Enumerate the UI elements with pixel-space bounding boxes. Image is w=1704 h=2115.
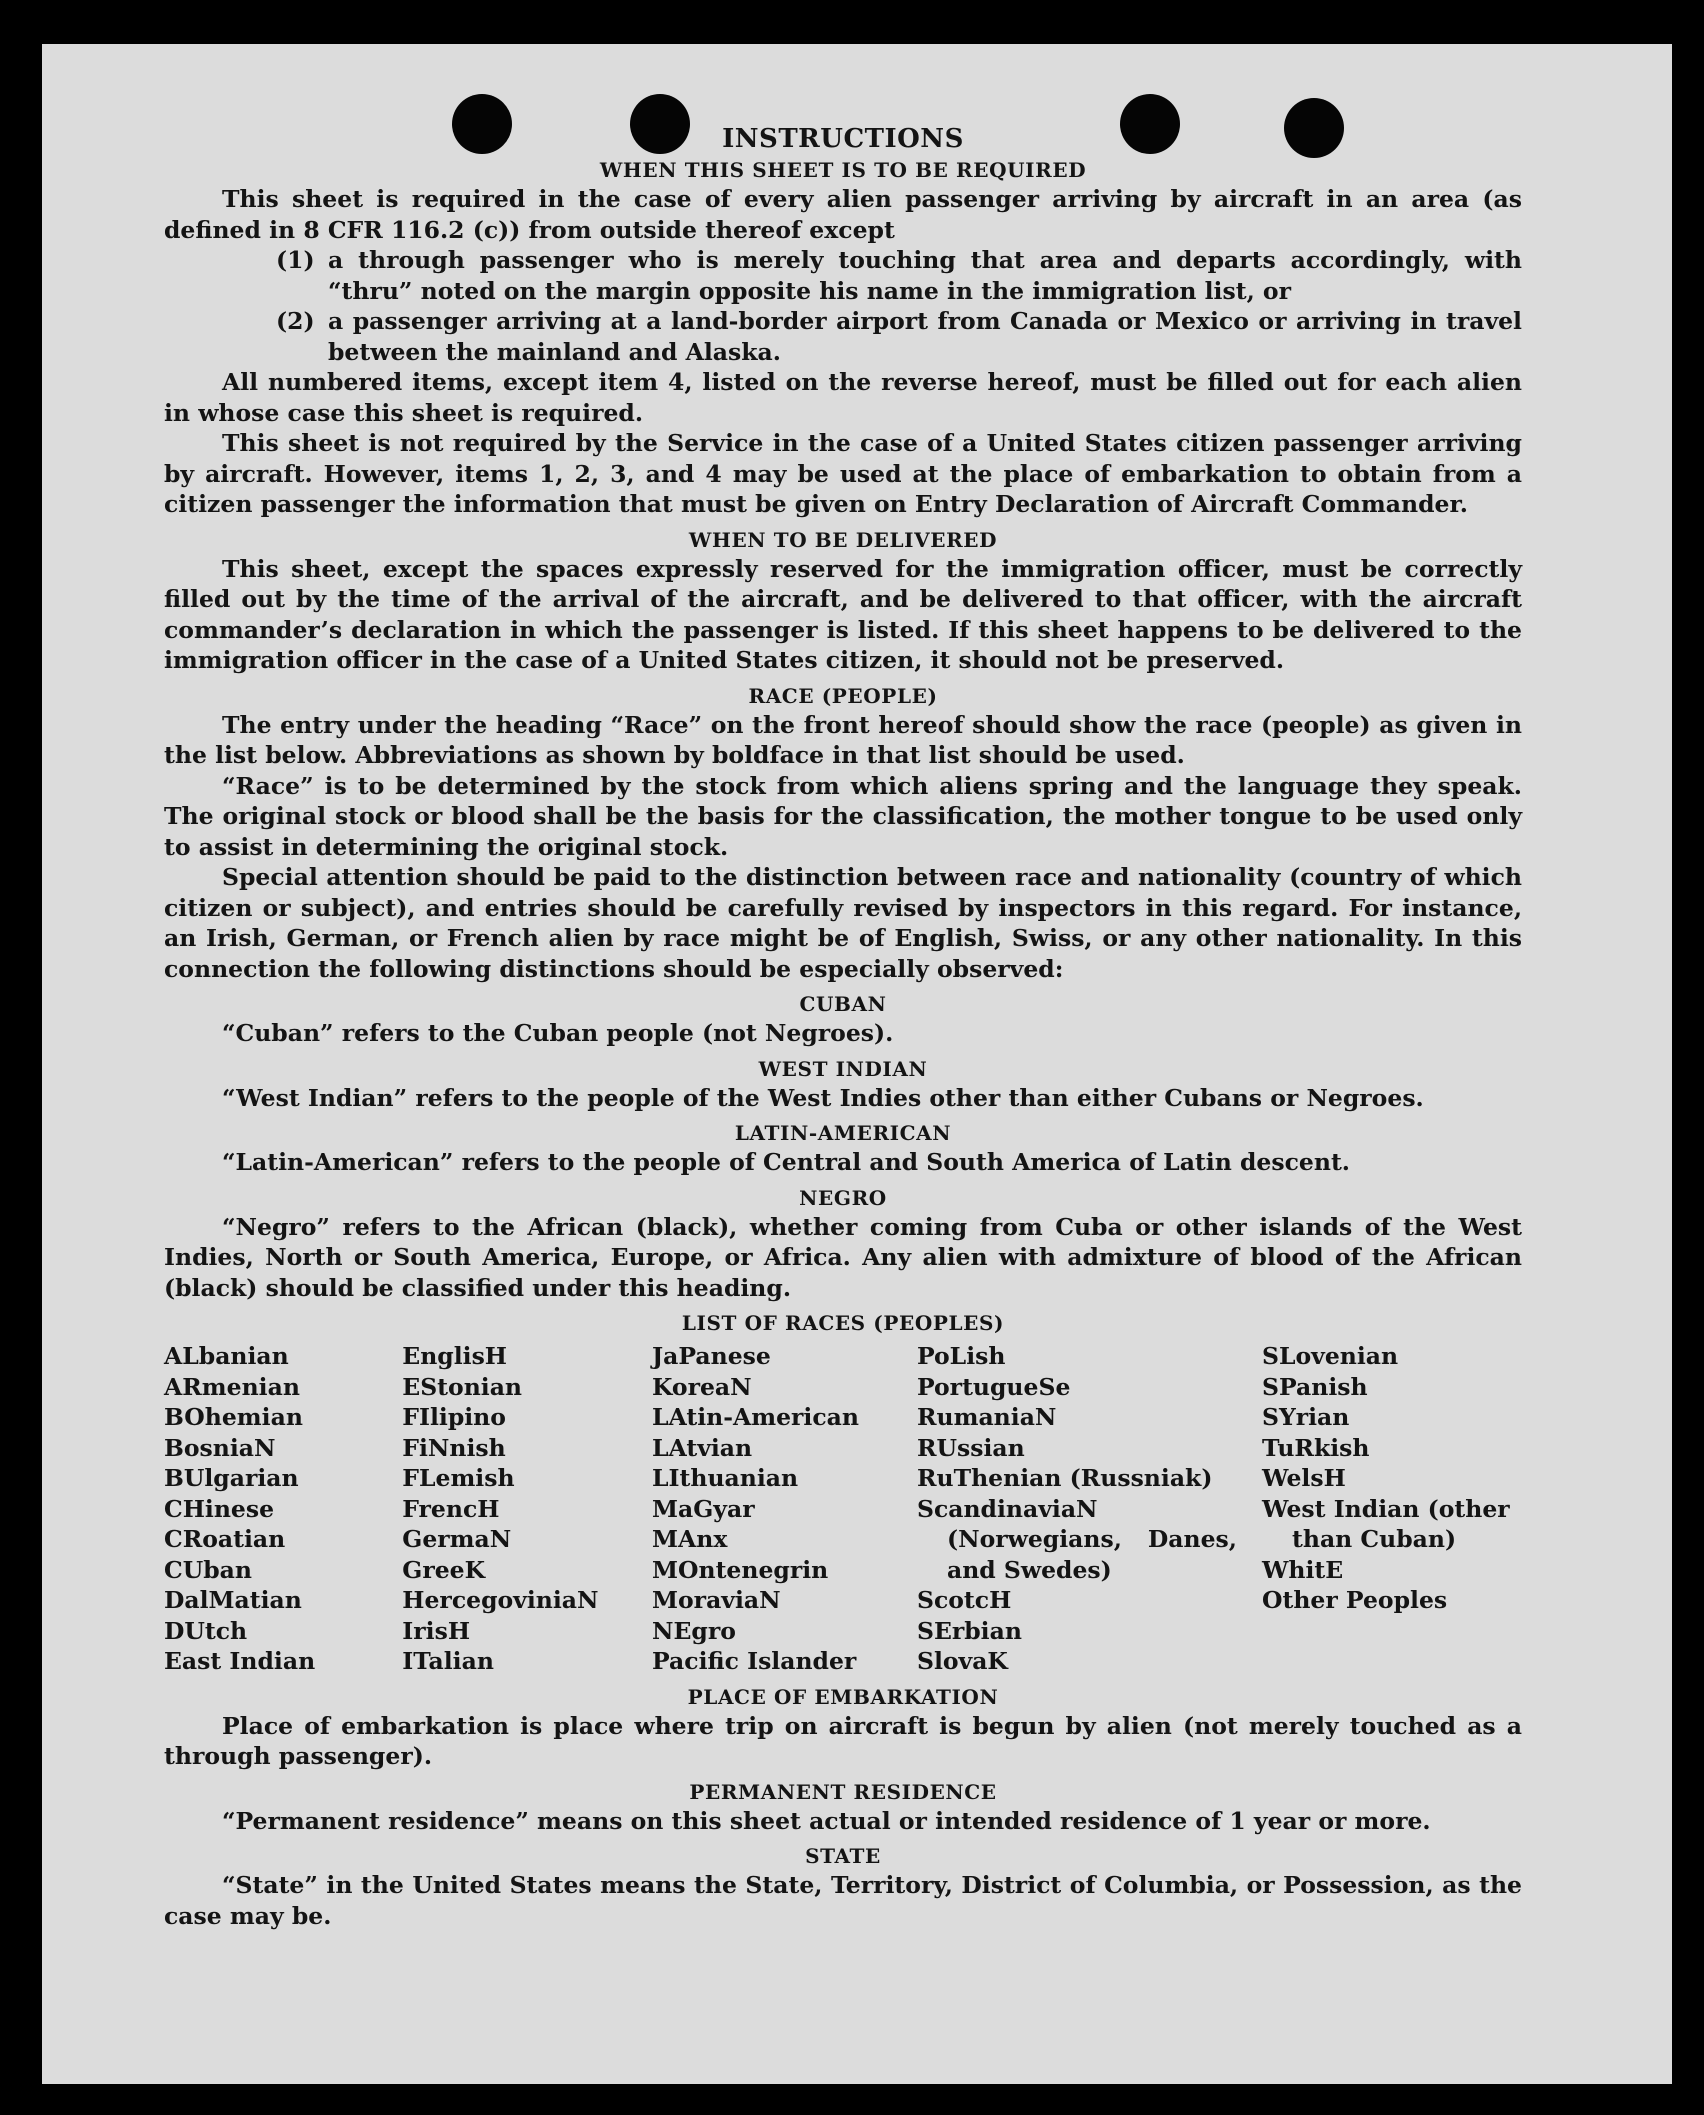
race-entry: EStonian bbox=[402, 1372, 523, 1401]
race-entry: FLemish bbox=[402, 1464, 515, 1492]
list-item bbox=[276, 306, 1522, 367]
race-entry: FiNnish bbox=[402, 1433, 506, 1462]
paragraph: Special attention should be paid to the distinction between race and nationality (country of which citizen or subject), and entries should be carefully revised by inspectors in this regard. For instance, an Irish, German, or French alien by race might be of English, Swiss, or any other nationality. In this connection the following distinctions should be especially observed: bbox=[164, 863, 1522, 983]
race-entry: LAtin-American bbox=[652, 1403, 859, 1431]
race-entry: RumaniaN bbox=[916, 1403, 1057, 1431]
race-entry: RUssian bbox=[916, 1433, 1025, 1462]
paragraph: This sheet, except the spaces expressly reserved for the immigration officer, must be correctly filled out by the time of the arrival of the aircraft, and be delivered to that officer, with the aircraft commander’s declaration in which the passenger is listed. If this sheet happens to be delivered to the immigration officer in the case of a United States citizen, it should not be preserved. bbox=[164, 554, 1522, 674]
race-entry: TuRkish bbox=[1262, 1433, 1370, 1462]
race-entry: JaPanese bbox=[652, 1342, 771, 1370]
race-entry: WhitE bbox=[1262, 1555, 1344, 1584]
race-entry: Other Peoples bbox=[1262, 1586, 1448, 1614]
race-entry: NEgro bbox=[652, 1616, 736, 1645]
list-item-text: a through passenger who is merely touching that area and departs accordingly, with “thru” noted on the margin opposite his name in the immigration list, or bbox=[328, 246, 1522, 305]
race-entry: WelsH bbox=[1262, 1464, 1346, 1492]
race-entry: BUlgarian bbox=[164, 1464, 299, 1492]
section-heading-delivered: WHEN TO BE DELIVERED bbox=[688, 527, 998, 552]
race-list bbox=[164, 1341, 1522, 1677]
punch-hole bbox=[1120, 94, 1180, 154]
section-heading-required: WHEN THIS SHEET IS TO BE REQUIRED bbox=[599, 158, 1087, 182]
race-entry: EnglisH bbox=[402, 1342, 507, 1370]
race-entry: East Indian bbox=[164, 1647, 316, 1675]
race-entry: SPanish bbox=[1262, 1372, 1368, 1401]
section-heading-embarkation: PLACE OF EMBARKATION bbox=[687, 1684, 999, 1709]
race-entry: CHinese bbox=[164, 1494, 275, 1523]
race-entry: IrisH bbox=[402, 1616, 471, 1645]
race-entry: GermaN bbox=[402, 1525, 512, 1553]
section-heading-west-indian: WEST INDIAN bbox=[758, 1056, 928, 1081]
list-item-text: a passenger arriving at a land-border airport from Canada or Mexico or arriving in travel between the mainland and Alaska. bbox=[328, 307, 1522, 366]
race-entry: LAtvian bbox=[652, 1433, 753, 1462]
race-entry: SErbian bbox=[916, 1616, 1022, 1645]
paragraph: “Race” is to be determined by the stock from which aliens spring and the language they speak. The original stock or blood shall be the basis for the classification, the mother tongue to be used only to assist in determining the original stock. bbox=[164, 771, 1522, 861]
punch-hole bbox=[1284, 98, 1344, 158]
paragraph: This sheet is required in the case of every alien passenger arriving by aircraft in an area (as defined in 8 CFR 116.2 (c)) from outside thereof except bbox=[164, 185, 1522, 244]
race-entry: DUtch bbox=[164, 1616, 248, 1645]
race-entry: MaGyar bbox=[652, 1494, 755, 1523]
race-entry: LIthuanian bbox=[652, 1464, 799, 1492]
section-heading-state: STATE bbox=[805, 1844, 881, 1868]
race-column bbox=[164, 1341, 402, 1677]
paragraph: The entry under the heading “Race” on the front hereof should show the race (people) as given in the list below. Abbreviations as shown by boldface in that list should be used. bbox=[164, 710, 1522, 769]
paragraph: This sheet is not required by the Service in the case of a United States citizen passenger arriving by aircraft. However, items 1, 2, 3, and 4 may be used at the place of embarkation to obtain from a citizen passenger the information that must be given on Entry Declaration of Aircraft Commander. bbox=[164, 429, 1522, 518]
race-entry: FIlipino bbox=[402, 1403, 506, 1431]
paragraph: “Cuban” refers to the Cuban people (not Negroes). bbox=[222, 1019, 894, 1047]
paragraph: “State” in the United States means the State, Territory, District of Columbia, or Possession, as the case may be. bbox=[164, 1871, 1522, 1930]
race-entry: BosniaN bbox=[164, 1433, 276, 1462]
list-item-number: (1) bbox=[276, 246, 315, 274]
section-heading-cuban: CUBAN bbox=[799, 992, 887, 1016]
race-entry: ARmenian bbox=[164, 1372, 300, 1401]
race-column bbox=[402, 1341, 652, 1677]
paragraph: All numbered items, except item 4, listed on the reverse hereof, must be filled out for each alien in whose case this sheet is required. bbox=[164, 368, 1522, 427]
paragraph: Place of embarkation is place where trip on aircraft is begun by alien (not merely touched as a through passenger). bbox=[164, 1711, 1522, 1770]
race-entry: HercegoviniaN bbox=[402, 1586, 599, 1614]
race-entry: PoLish bbox=[916, 1342, 1006, 1370]
race-entry: ScandinaviaN (Norwegians, Danes, and Swedes) bbox=[916, 1494, 1237, 1584]
race-entry: RuThenian (Russniak) bbox=[916, 1464, 1213, 1492]
race-entry: MoraviaN bbox=[652, 1586, 781, 1614]
race-entry: PortugueSe bbox=[916, 1372, 1071, 1401]
list-item bbox=[276, 245, 1522, 306]
race-entry: MAnx bbox=[652, 1525, 728, 1553]
section-heading-list-of-races: LIST OF RACES (PEOPLES) bbox=[681, 1311, 1005, 1335]
paragraph: “Negro” refers to the African (black), whether coming from Cuba or other islands of the West Indies, North or South America, Europe, or Africa. Any alien with admixture of blood of the African (black) should be classified under this heading. bbox=[164, 1212, 1522, 1302]
document-page bbox=[42, 44, 1672, 2084]
race-entry: Pacific Islander bbox=[652, 1647, 857, 1675]
race-entry: ITalian bbox=[402, 1647, 494, 1675]
race-entry: KoreaN bbox=[652, 1372, 752, 1401]
race-entry: FrencH bbox=[402, 1494, 500, 1523]
race-column bbox=[917, 1341, 1262, 1677]
race-entry: SYrian bbox=[1262, 1403, 1350, 1431]
section-heading-negro: NEGRO bbox=[799, 1185, 887, 1210]
race-entry: SlovaK bbox=[916, 1647, 1008, 1675]
race-entry: CRoatian bbox=[164, 1525, 286, 1553]
race-entry: SLovenian bbox=[1262, 1342, 1399, 1370]
punch-hole bbox=[452, 94, 512, 154]
race-entry: BOhemian bbox=[164, 1403, 303, 1431]
page-title: INSTRUCTIONS bbox=[722, 124, 964, 154]
race-entry: West Indian (other than Cuban) bbox=[1262, 1494, 1510, 1553]
section-heading-race: RACE (PEOPLE) bbox=[748, 683, 938, 708]
race-entry: ScotcH bbox=[916, 1586, 1012, 1614]
race-entry: ALbanian bbox=[164, 1342, 289, 1370]
section-heading-residence: PERMANENT RESIDENCE bbox=[689, 1779, 997, 1804]
paragraph: “Latin-American” refers to the people of Central and South America of Latin descent. bbox=[222, 1148, 1350, 1176]
race-entry: CUban bbox=[164, 1555, 252, 1584]
paragraph: “West Indian” refers to the people of the West Indies other than either Cubans or Negroes. bbox=[222, 1083, 1424, 1112]
list-item-number: (2) bbox=[276, 307, 315, 335]
race-entry: GreeK bbox=[402, 1555, 486, 1584]
punch-hole bbox=[630, 94, 690, 154]
race-entry: MOntenegrin bbox=[652, 1555, 829, 1584]
section-heading-latin-american: LATIN-AMERICAN bbox=[734, 1121, 952, 1145]
race-column bbox=[652, 1341, 917, 1677]
race-entry: DalMatian bbox=[164, 1586, 302, 1614]
paragraph: “Permanent residence” means on this sheet actual or intended residence of 1 year or more. bbox=[222, 1806, 1431, 1835]
race-column bbox=[1262, 1341, 1522, 1677]
